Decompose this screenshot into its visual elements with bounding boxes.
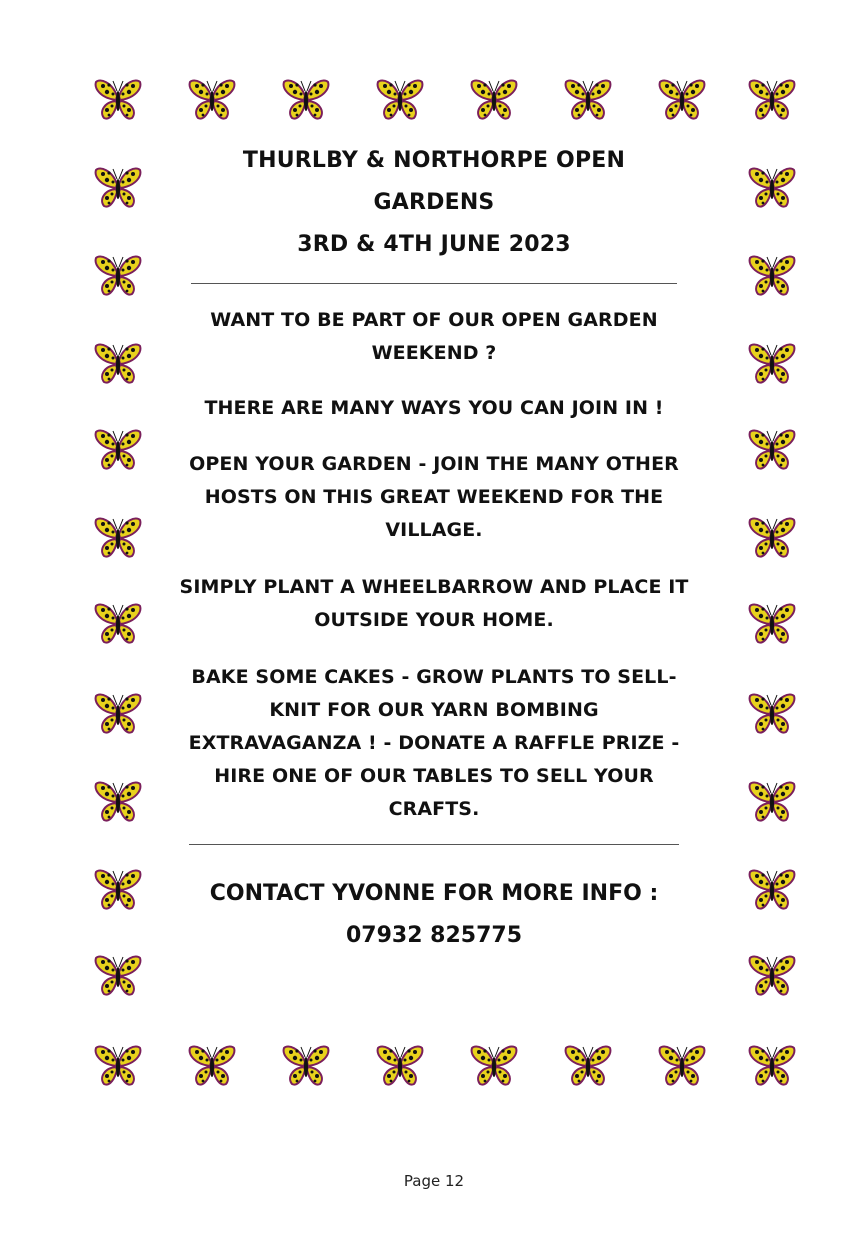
- butterfly-icon: [376, 1042, 424, 1088]
- butterfly-icon: [748, 164, 796, 210]
- butterfly-icon: [94, 866, 142, 912]
- ways-paragraph: [150, 392, 718, 425]
- butterfly-icon: [94, 514, 142, 560]
- open-line-1: OPEN YOUR GARDEN - JOIN THE MANY OTHER: [189, 453, 679, 475]
- butterfly-icon: [748, 778, 796, 824]
- bake-line-3: EXTRAVAGANZA ! - DONATE A RAFFLE PRIZE -: [188, 732, 680, 754]
- butterfly-icon: [748, 952, 796, 998]
- divider-top: [191, 283, 677, 284]
- invite-line-2: WEEKEND ?: [371, 342, 497, 364]
- butterfly-icon: [658, 1042, 706, 1088]
- butterfly-icon: [748, 340, 796, 386]
- bake-paragraph: [150, 661, 718, 826]
- bake-line-1: BAKE SOME CAKES - GROW PLANTS TO SELL-: [191, 666, 677, 688]
- butterfly-icon: [748, 866, 796, 912]
- plant-line-2: OUTSIDE YOUR HOME.: [314, 609, 554, 631]
- butterfly-icon: [94, 600, 142, 646]
- invite-line-1: WANT TO BE PART OF OUR OPEN GARDEN: [210, 309, 658, 331]
- open-garden-paragraph: [150, 448, 718, 547]
- bake-line-5: CRAFTS.: [388, 798, 480, 820]
- wheelbarrow-paragraph: [150, 571, 718, 637]
- butterfly-icon: [188, 76, 236, 122]
- open-line-3: VILLAGE.: [385, 519, 483, 541]
- butterfly-icon: [282, 76, 330, 122]
- butterfly-icon: [94, 426, 142, 472]
- flyer-content: [150, 140, 718, 957]
- butterfly-icon: [470, 76, 518, 122]
- contact-phone: 07932 825775: [345, 923, 523, 948]
- butterfly-icon: [94, 690, 142, 736]
- butterfly-icon: [564, 76, 612, 122]
- butterfly-icon: [94, 76, 142, 122]
- butterfly-icon: [94, 164, 142, 210]
- butterfly-icon: [94, 340, 142, 386]
- divider-bottom: [189, 844, 679, 845]
- butterfly-icon: [564, 1042, 612, 1088]
- butterfly-icon: [94, 778, 142, 824]
- butterfly-icon: [376, 76, 424, 122]
- contact-line: CONTACT YVONNE FOR MORE INFO :: [209, 881, 659, 906]
- invite-paragraph: [150, 304, 718, 370]
- butterfly-icon: [94, 1042, 142, 1088]
- butterfly-icon: [748, 426, 796, 472]
- butterfly-icon: [188, 1042, 236, 1088]
- butterfly-icon: [282, 1042, 330, 1088]
- butterfly-icon: [94, 952, 142, 998]
- ways-line: THERE ARE MANY WAYS YOU CAN JOIN IN !: [204, 397, 664, 419]
- event-date: 3RD & 4TH JUNE 2023: [297, 232, 571, 257]
- bake-line-4: HIRE ONE OF OUR TABLES TO SELL YOUR: [214, 765, 654, 787]
- bake-line-2: KNIT FOR OUR YARN BOMBING: [269, 699, 599, 721]
- butterfly-icon: [748, 252, 796, 298]
- butterfly-icon: [94, 252, 142, 298]
- page-number: Page 12: [403, 1172, 465, 1190]
- butterfly-icon: [748, 600, 796, 646]
- butterfly-icon: [748, 514, 796, 560]
- butterfly-icon: [748, 1042, 796, 1088]
- butterfly-icon: [470, 1042, 518, 1088]
- butterfly-icon: [748, 690, 796, 736]
- butterfly-icon: [658, 76, 706, 122]
- open-line-2: HOSTS ON THIS GREAT WEEKEND FOR THE: [204, 486, 664, 508]
- title-line-2: GARDENS: [373, 190, 495, 215]
- title-line-1: THURLBY & NORTHORPE OPEN: [242, 148, 626, 173]
- butterfly-icon: [748, 76, 796, 122]
- plant-line-1: SIMPLY PLANT A WHEELBARROW AND PLACE IT: [179, 576, 689, 598]
